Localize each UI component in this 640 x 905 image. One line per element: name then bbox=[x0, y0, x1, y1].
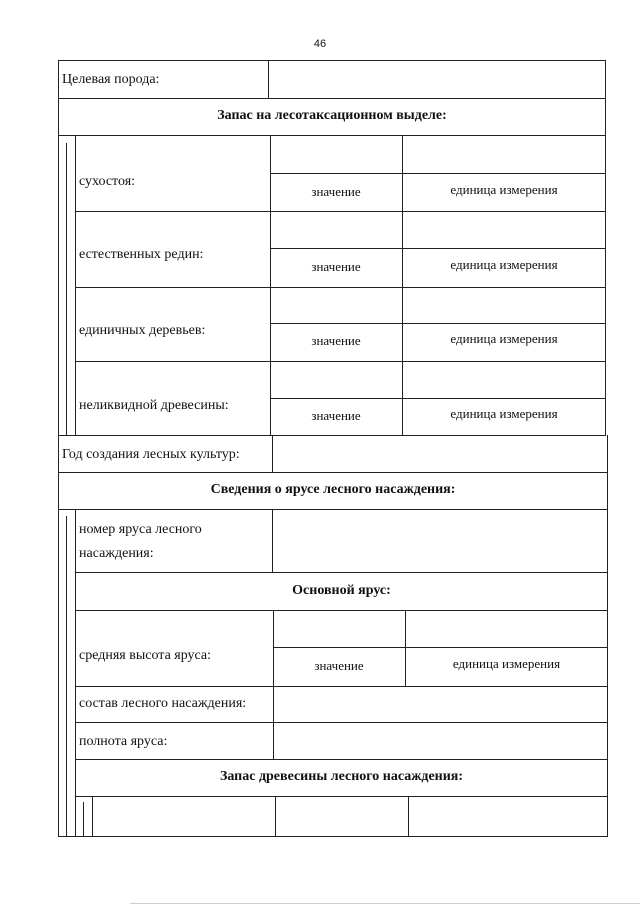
col-divider bbox=[273, 610, 274, 759]
table-border-bottom bbox=[58, 836, 608, 837]
col-divider bbox=[408, 796, 409, 836]
value-caption: значение bbox=[311, 259, 361, 274]
row-divider bbox=[75, 686, 608, 687]
density-label: полнота яруса: bbox=[79, 734, 168, 749]
row-divider bbox=[58, 509, 608, 510]
col-divider bbox=[92, 796, 93, 836]
layer-number-label: номер яруса лесного насаждения: bbox=[79, 522, 202, 561]
target-species-label: Целевая порода: bbox=[62, 72, 160, 87]
layer-section-title: Сведения о ярусе лесного насаждения: bbox=[210, 482, 456, 497]
col-divider bbox=[272, 509, 273, 572]
wood-stock-title: Запас древесины лесного насаждения: bbox=[219, 769, 464, 784]
scan-artifact bbox=[130, 903, 640, 904]
row-divider bbox=[75, 572, 608, 573]
value-caption: значение bbox=[311, 184, 361, 199]
cell-divider bbox=[273, 647, 608, 648]
row-divider bbox=[75, 287, 606, 288]
value-caption: значение bbox=[314, 658, 364, 673]
cell-divider bbox=[270, 323, 606, 324]
row-divider bbox=[75, 610, 608, 611]
avg-height-label: средняя высота яруса: bbox=[79, 648, 212, 663]
stock-row-label: сухостоя: bbox=[79, 174, 136, 189]
stock-section-title: Запас на лесотаксационном выделе: bbox=[217, 108, 447, 123]
unit-caption: единица измерения bbox=[450, 331, 558, 346]
col-divider bbox=[275, 796, 276, 836]
cell-divider bbox=[270, 248, 606, 249]
unit-caption: единица измерения bbox=[450, 257, 558, 272]
row-divider bbox=[58, 472, 608, 473]
unit-caption: единица измерения bbox=[450, 406, 558, 421]
indent-line bbox=[66, 516, 67, 836]
composition-label: состав лесного насаждения: bbox=[79, 696, 247, 711]
col-divider bbox=[402, 135, 403, 435]
indent-line bbox=[83, 802, 84, 836]
row-divider bbox=[58, 135, 606, 136]
cell-divider bbox=[270, 173, 606, 174]
row-divider bbox=[75, 796, 608, 797]
cell-divider bbox=[270, 398, 606, 399]
stock-row-label: естественных редин: bbox=[79, 247, 204, 262]
row-divider bbox=[75, 759, 608, 760]
unit-caption: единица измерения bbox=[450, 182, 558, 197]
stock-row-label: единичных деревьев: bbox=[79, 323, 206, 338]
col-divider bbox=[272, 435, 273, 472]
main-layer-title: Основной ярус: bbox=[292, 583, 391, 598]
indent-line bbox=[66, 143, 67, 435]
value-caption: значение bbox=[311, 408, 361, 423]
row-divider bbox=[58, 435, 606, 436]
indent-line bbox=[75, 509, 76, 836]
table-border-top bbox=[58, 60, 606, 61]
stock-row-label: неликвидной древесины: bbox=[79, 398, 229, 413]
row-divider bbox=[75, 722, 608, 723]
page-number: 46 bbox=[313, 38, 327, 50]
unit-caption: единица измерения bbox=[452, 656, 561, 671]
forest-culture-year-label: Год создания лесных культур: bbox=[62, 447, 240, 462]
col-divider bbox=[268, 60, 269, 98]
indent-line bbox=[75, 135, 76, 435]
value-caption: значение bbox=[311, 333, 361, 348]
table-border-left bbox=[58, 60, 59, 836]
row-divider bbox=[75, 361, 606, 362]
col-divider bbox=[405, 610, 406, 686]
col-divider bbox=[270, 135, 271, 435]
row-divider bbox=[75, 211, 606, 212]
row-divider bbox=[58, 98, 606, 99]
